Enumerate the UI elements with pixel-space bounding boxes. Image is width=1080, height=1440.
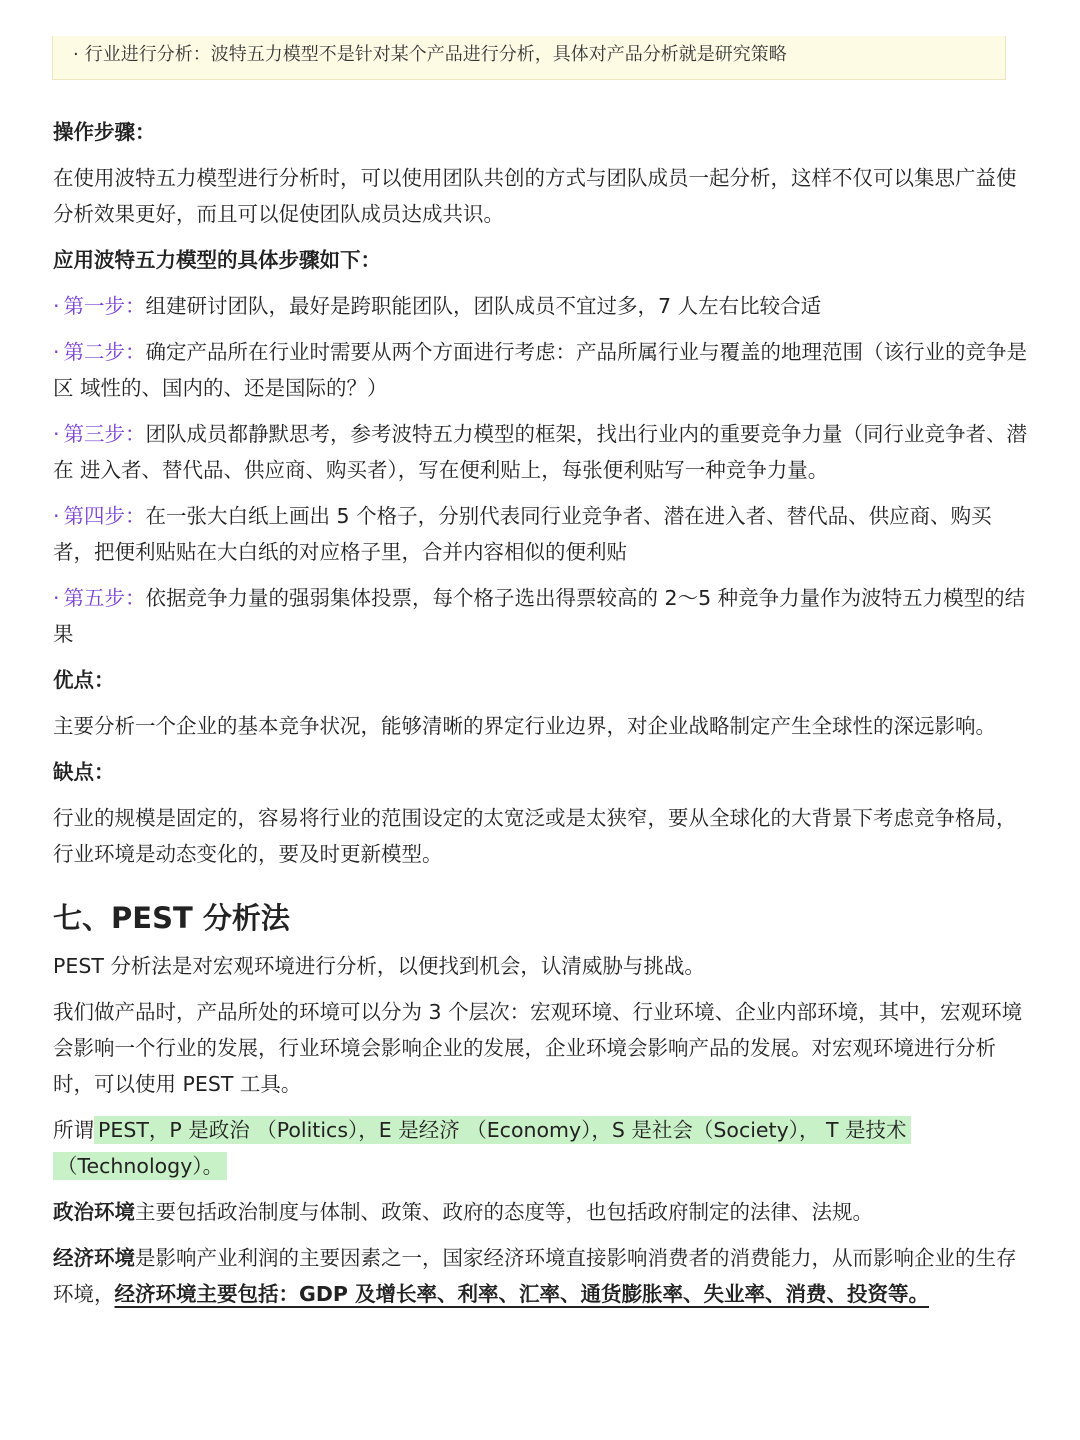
political-paragraph [53,1194,1028,1230]
pros-heading: 优点： [53,668,115,692]
bullet-icon: · [53,422,60,446]
step-text: 组建研讨团队，最好是跨职能团队，团队成员不宜过多，7 人左右比较合适 [145,294,822,318]
step-item [53,580,1028,652]
step-text: 确定产品所在行业时需要从两个方面进行考虑：产品所属行业与覆盖的地理范围（该行业的竞争是区 域性的、国内的、还是国际的？） [53,340,1028,400]
step-text: 在一张大白纸上画出 5 个格子，分别代表同行业竞争者、潜在进入者、替代品、供应商、购买者，把便利贴贴在大白纸的对应格子里，合并内容相似的便利贴 [53,504,992,564]
step-text: 依据竞争力量的强弱集体投票，每个格子选出得票较高的 2～5 种竞争力量作为波特五力模型的结果 [53,586,1026,646]
political-text: 主要包括政治制度与体制、政策、政府的态度等，也包括政府制定的法律、法规。 [135,1200,873,1224]
highlighted-definition: PEST，P 是政治 （Politics），E 是经济 （Economy），S 是社会（Society）， T 是技术（Technology）。 [53,1116,911,1180]
step-item [53,334,1028,406]
pest-intro: PEST 分析法是对宏观环境进行分析，以便找到机会，认清威胁与挑战。 [53,954,705,978]
step-item [53,288,1028,324]
bullet-icon: · [53,504,60,528]
step-label: 第三步： [63,422,146,446]
bullet-icon: · [53,586,60,610]
tip-text: 行业进行分析：波特五力模型不是针对某个产品进行分析，具体对产品分析就是研究策略 [84,44,787,65]
bullet-icon: · [53,294,60,318]
article-body [53,114,1028,1322]
definition-prefix: 所谓 [53,1118,94,1142]
cons-text: 行业的规模是固定的，容易将行业的范围设定的太宽泛或是太狭窄，要从全球化的大背景下考虑竞争格局，行业环境是动态变化的，要及时更新模型。 [53,806,1017,866]
step-item [53,416,1028,488]
pest-definition [53,1112,1028,1184]
economic-text: 是影响产业利润的主要因素之一，国家经济环境直接影响消费者的消费能力，从而影响企业的生存环境， [53,1246,1017,1306]
section-title: 七、PEST 分析法 [53,901,290,935]
steps-heading: 操作步骤： [53,120,156,144]
economic-paragraph [53,1240,1028,1312]
economic-term: 经济环境 [53,1246,135,1270]
step-label: 第五步： [63,586,146,610]
bullet-icon: · [73,44,79,65]
bullet-icon: · [53,340,60,364]
economic-key-points: 经济环境主要包括：GDP 及增长率、利率、汇率、通货膨胀率、失业率、消费、投资等。 [114,1282,930,1306]
step-label: 第四步： [63,504,146,528]
step-label: 第二步： [63,340,146,364]
apply-heading: 应用波特五力模型的具体步骤如下： [53,248,381,272]
political-term: 政治环境 [53,1200,135,1224]
cons-heading: 缺点： [53,760,115,784]
pros-text: 主要分析一个企业的基本竞争状况，能够清晰的界定行业边界，对企业战略制定产生全球性的深远影响。 [53,714,996,738]
step-label: 第一步： [63,294,146,318]
pest-levels: 我们做产品时，产品所处的环境可以分为 3 个层次：宏观环境、行业环境、企业内部环境，其中，宏观环境会影响一个行业的发展，行业环境会影响企业的发展，企业环境会影响产品的发展。对宏观环境进行分析时，可以使用 PEST 工具。 [53,1000,1023,1096]
step-item [53,498,1028,570]
step-text: 团队成员都静默思考，参考波特五力模型的框架，找出行业内的重要竞争力量（同行业竞争者、潜在 进入者、替代品、供应商、购买者），写在便利贴上，每张便利贴写一种竞争力量。 [53,422,1028,482]
steps-intro: 在使用波特五力模型进行分析时，可以使用团队共创的方式与团队成员一起分析，这样不仅可以集思广益使分析效果更好，而且可以促使团队成员达成共识。 [53,166,1017,226]
tip-box [52,36,1006,80]
